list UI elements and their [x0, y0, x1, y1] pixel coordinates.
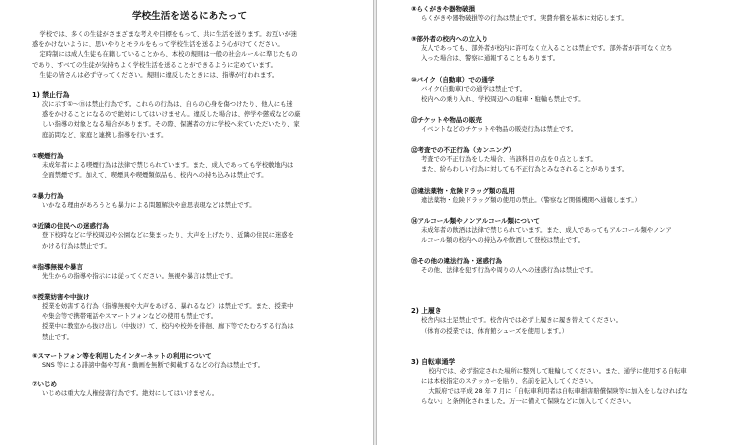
section-body: [411, 367, 729, 408]
page-title: 学校生活を送るにあたって: [131, 11, 248, 22]
rule-heading: ⑬違法薬物・危険ドラッグ類の乱用: [411, 186, 515, 195]
text-line: SNS 等による誹謗中傷や写真・動画を無断で掲載するなどの行為は禁止です。: [42, 361, 264, 369]
rule-body: [411, 266, 729, 276]
rule-body: [32, 389, 347, 399]
rule-heading: ⑩バイク（自動車）での通学: [411, 75, 495, 84]
text-line: 生徒の皆さんは必ず守ってください。規則に違反したときには、指導が行われます。: [39, 71, 279, 79]
page-left[interactable]: [0, 0, 374, 445]
text-line: その他、法律を犯す行為や周りの人への迷惑行為は禁止です。: [421, 267, 597, 275]
rule-body: [411, 44, 729, 64]
text-line: バイク(自動車)での通学は禁止です。: [421, 85, 527, 93]
rule-body: [411, 125, 729, 135]
text-line: 次に示す①～⑮は禁止行為です。これらの行為は、自らの心身を傷つけたり、他人にも迷: [42, 101, 293, 109]
text-line: 授業中に教室から抜け出し（中抜け）て、校内や校外を徘徊、廊下等でたむろする行為は: [42, 323, 294, 331]
text-line: 惑をかけることになるので絶対にしてはいけません。違反した場合は、停学や懲戒などの厳: [42, 111, 301, 119]
text-line: 登下校時などに学校周辺や公園などに集まったり、大声を上げたり、近隣の住民に迷惑を: [42, 232, 294, 240]
rule-body: [411, 14, 729, 24]
section-body: [411, 316, 729, 336]
text-line: 禁止です。: [42, 333, 73, 341]
rule-heading: ⑧らくがきや器物破損: [411, 5, 476, 13]
rule-heading: ⑪チケットや物品の販売: [411, 116, 482, 125]
text-line: 授業を妨害する行為（指導無視や大声をあげる、暴れるなど）は禁止です。また、授業中: [42, 303, 294, 311]
rule-body: [411, 196, 729, 206]
rule-heading: ①喫煙行為: [32, 151, 64, 160]
section-heading: 1) 禁止行為: [32, 91, 70, 100]
text-line: 大阪府では平成 28 年 7 月に「自転車利用者は自転車損害賠償保険等に加入をしなければな: [428, 388, 688, 396]
section-heading: 3) 自転車通学: [411, 357, 456, 366]
text-line: らない」と条例化されました。万一に備えて保険などに加入してください。: [421, 398, 636, 406]
text-line: イベントなどのチケットや物品の販売行為は禁止です。: [421, 126, 578, 134]
text-line: ルコール類の校内への持込みや飲酒して登校は禁止です。: [421, 237, 585, 245]
text-line: 未成年者の飲酒は法律で禁じられています。また、成人であってもアルコール類やノンア: [421, 226, 672, 234]
rule-body: [32, 361, 347, 371]
intro-paragraph: [32, 30, 347, 81]
text-line: には本校指定のステッカーを貼り、名前を記入してください。: [421, 378, 598, 386]
rule-heading: ⑥スマートフォン等を利用したインターネットの利用について: [32, 351, 212, 360]
rule-heading: ④指導無視や暴言: [32, 262, 84, 271]
text-line: 未成年者による喫煙行為は法律で禁じられています。また、成人であっても学校敷地内は: [42, 161, 294, 169]
text-line: また、紛らわしい行為に対しても不正行為とみなされることがあります。: [421, 166, 629, 174]
text-line: 校内への乗り入れ、学校周辺への駐車・駐輪も禁止です。: [421, 95, 585, 103]
rule-body: [32, 272, 347, 282]
rule-heading: ⑤授業妨害や中抜け: [32, 293, 90, 302]
rule-heading: ⑫考査での不正行為（カンニング）: [411, 146, 516, 155]
text-line: 先生からの指導や指示には従ってください。無視や暴言は禁止です。: [42, 272, 237, 280]
text-line: 校内では、必ず指定された場所に整列して駐輪してください。また、通学に使用する自転車: [428, 367, 687, 375]
text-line: 学校では、多くの生徒がさまざまな考えや目標をもって、共に生活を送ります。お互いが迷: [39, 31, 298, 38]
rule-body: [411, 155, 729, 175]
page-right[interactable]: [376, 0, 750, 445]
rule-heading: ⑭アルコール類やノンアルコール類について: [411, 216, 540, 225]
page-left-content: [32, 0, 347, 399]
rule-heading: ⑮その他の違法行為・迷惑行為: [411, 257, 502, 266]
rule-heading: ⑨部外者の校内への立入り: [411, 35, 489, 44]
page-right-content: [411, 0, 729, 408]
rule-heading: ⑦いじめ: [32, 380, 58, 389]
text-line: 定時制には成人生徒も在籍していることから、本校の規則は一般の社会ルールに準じたもの: [39, 51, 298, 59]
section-heading: 2) 上履き: [411, 307, 442, 316]
text-line: 入った場合は、警察に通報することもあります。: [421, 55, 560, 63]
rule-body: [32, 231, 347, 251]
text-line: （体育の授業では、体育館シューズを使用します。）: [421, 327, 569, 335]
rule-heading: ③近隣の住民への迷惑行為: [32, 222, 110, 231]
text-line: いじめは重大な人権侵害行為です。絶対にしてはいけません。: [42, 390, 219, 398]
rule-body: [32, 201, 347, 211]
text-line: であり、すべての生徒が気持ちよく学校生活を送ることができるように定めています。: [32, 61, 277, 69]
text-line: かける行為は禁止です。: [42, 242, 111, 250]
text-line: しい指導の対象となる場合があります。その際、保護者の方に学校へ来ていただいたり、家: [42, 121, 300, 129]
text-line: 全面禁煙です。加えて、喫煙具や喫煙類似品も、校内への持ち込みは禁止です。: [42, 172, 268, 180]
rule-body: [411, 226, 729, 246]
rule-heading: ②暴力行為: [32, 192, 64, 201]
text-line: 庭訪問など、家庭と連携し指導を行います。: [42, 131, 168, 139]
text-line: 友人であっても、部外者が校内に許可なく立入ることは禁止です。部外者が許可なく立ち: [421, 45, 673, 53]
rule-body: [32, 302, 347, 343]
text-line: らくがきや器物破損等の行為は禁止です。実費弁償を基本に対応します。: [421, 15, 628, 22]
text-line: 違法薬物・危険ドラッグ類の使用の禁止。（警察など関係機関へ通報します。）: [421, 196, 641, 204]
text-line: いかなる理由があろうとも暴力による問題解決や意思表現などは禁止です。: [42, 202, 256, 210]
text-line: 校舎内は土足禁止です。校舎内では必ず上履きに履き替えてください。: [421, 317, 622, 325]
text-line: 惑をかけないように、思いやりとモラルをもって学校生活を送るよう心がけてください。: [32, 41, 284, 49]
text-line: 考査での不正行為をした場合、当該科目の点を０点とします。: [421, 156, 597, 164]
text-line: や集会等で携帯電話やスマートフォンなどの使用も禁止です。: [42, 313, 218, 321]
section-body: [32, 100, 347, 141]
rule-body: [411, 85, 729, 105]
rule-body: [32, 161, 347, 181]
